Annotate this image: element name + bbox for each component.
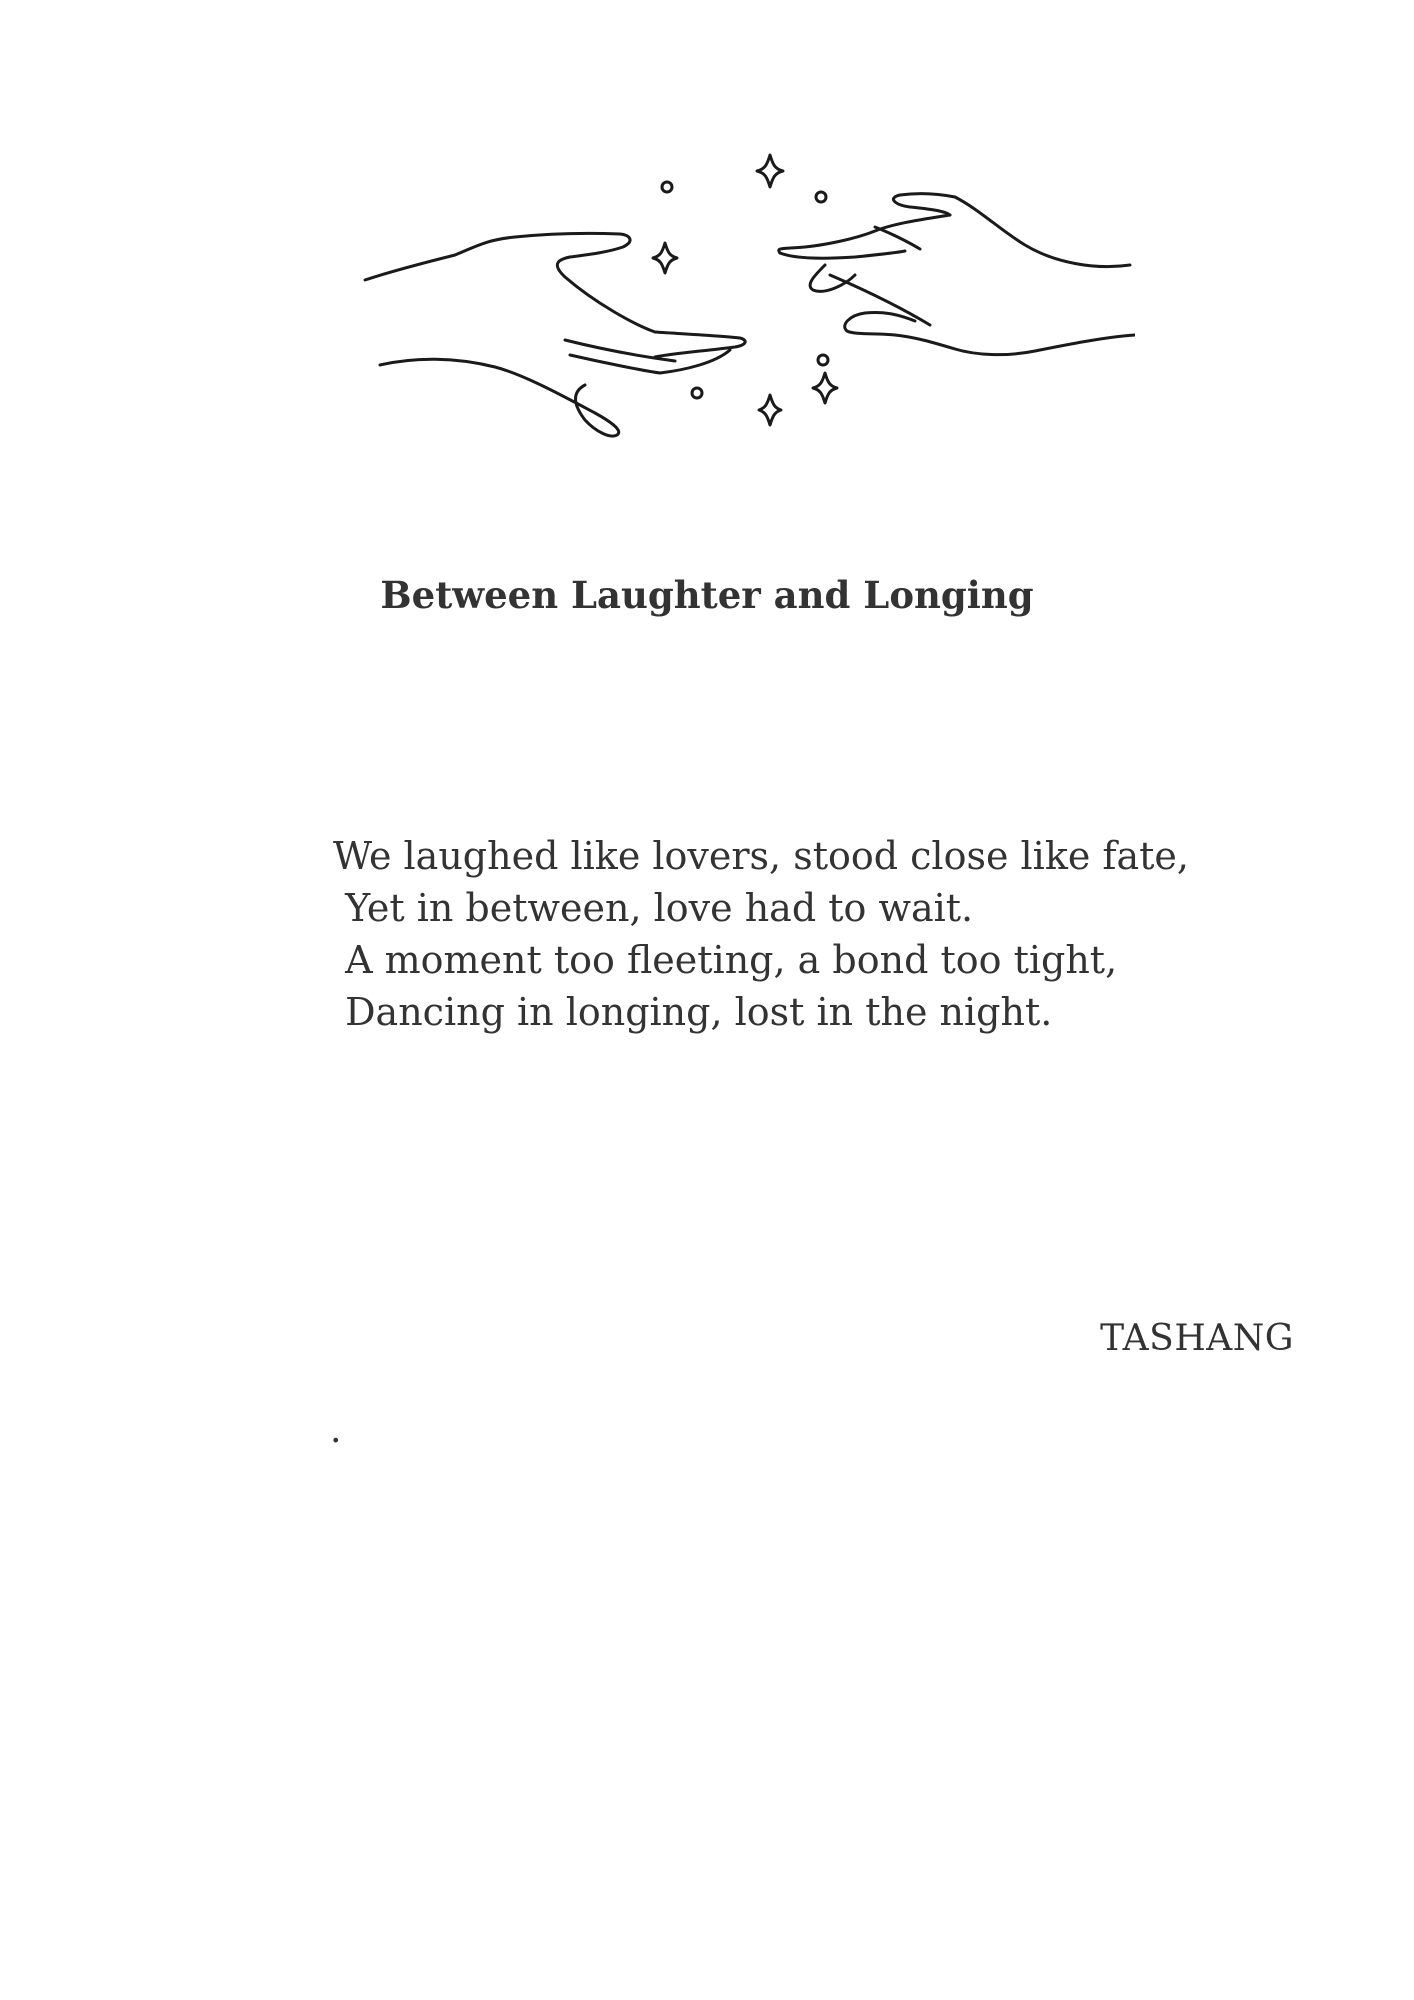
- sparkles-icon: [653, 155, 837, 425]
- reaching-hands-illustration: [355, 135, 1135, 455]
- poem-line: Dancing in longing, lost in the night.: [333, 990, 1053, 1034]
- poem-line: Yet in between, love had to wait.: [333, 886, 974, 930]
- poem-line: We laughed like lovers, stood close like fate,: [333, 834, 1189, 878]
- poem-body: [333, 830, 1233, 1038]
- author-signature: TASHANG: [1100, 1318, 1294, 1359]
- left-hand-icon: [365, 233, 745, 436]
- poem-line: A moment too fleeting, a bond too tight,: [333, 938, 1118, 982]
- poem-title: Between Laughter and Longing: [380, 573, 1034, 617]
- stray-mark: .: [330, 1410, 342, 1451]
- right-hand-icon: [779, 194, 1135, 355]
